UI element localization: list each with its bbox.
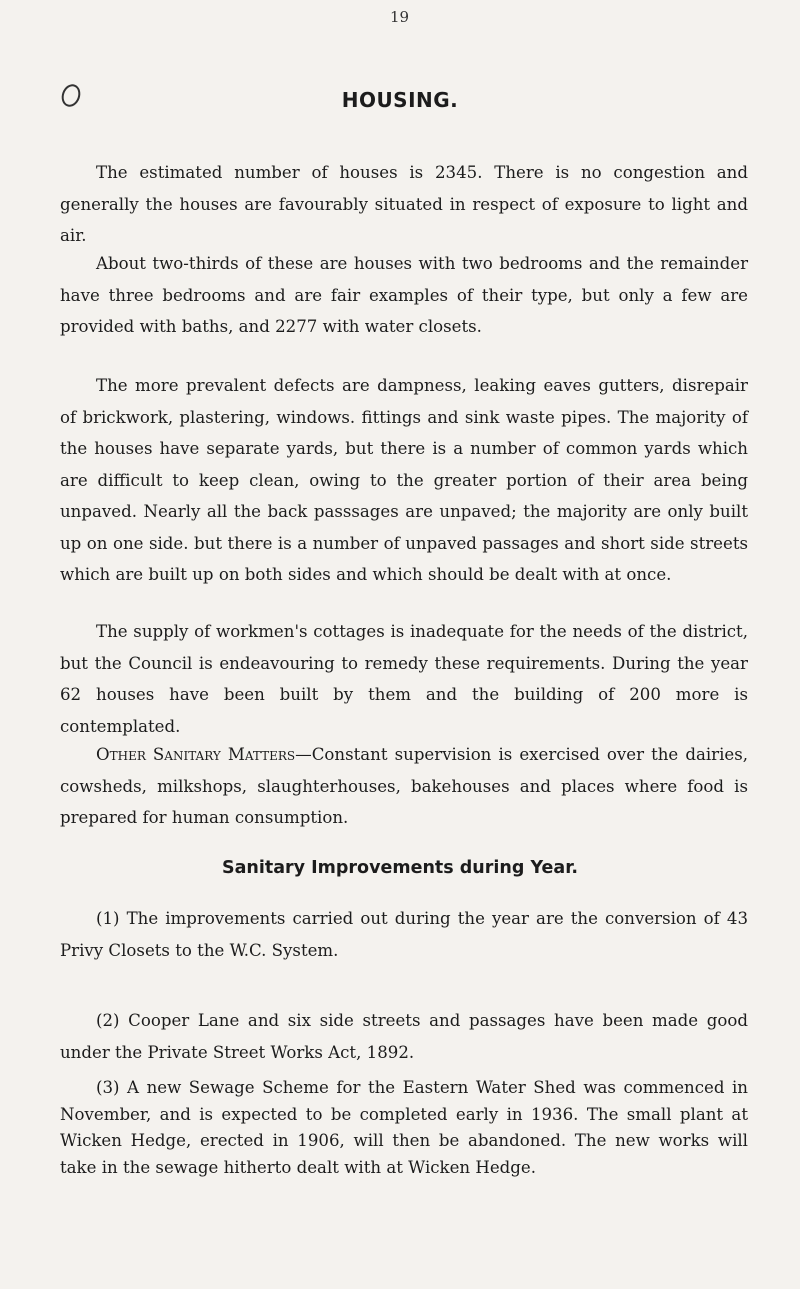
paragraph-bedrooms: About two-thirds of these are houses with two bedrooms and the remainder have three bedrooms and are fair examples of their type, but only a few are provided with baths, and 2277 with water closets. bbox=[60, 254, 748, 336]
paragraph-defects: The more prevalent defects are dampness, leaking eaves gutters, disrepair of brickwork, plastering, windows. fittings and sink waste pipes. The majority of the houses have separate yards, but there is a number of common yards which are difficult to keep clean, owing to the greater portion of their area being unpaved. Nearly all the back passsages are unpaved; the majority are only built up on one side. but there is a number of unpaved passages and short side streets which are built up on both sides and which should be dealt with at once. bbox=[60, 376, 748, 584]
section-label: Other Sanitary Matters bbox=[96, 745, 296, 764]
section-text: —Constant supervision is exercised over the dairies, cowsheds, milkshops, slaughterhouses, bakehouses and places where food is prepared for human consumption. bbox=[60, 745, 748, 827]
page-number: 19 bbox=[390, 8, 410, 26]
paragraph-other-sanitary-matters bbox=[60, 739, 748, 834]
page-title: HOUSING. bbox=[341, 88, 459, 112]
paragraph-workmens-cottages: The supply of workmen's cottages is inadequate for the needs of the district, but the Council is endeavouring to remedy these requirements. During the year 62 houses have been built by them and the building of 200 more is contemplated. bbox=[60, 622, 748, 736]
section-heading: Sanitary Improvements during Year. bbox=[221, 858, 579, 878]
improvement-item-1: (1) The improvements carried out during the year are the conversion of 43 Privy Closets to the W.C. System. bbox=[60, 909, 748, 960]
improvement-item-3: (3) A new Sewage Scheme for the Eastern Water Shed was commenced in November, and is expected to be completed early in 1936. The small plant at Wicken Hedge, erected in 1906, will then be abandoned. The new works will take in the sewage hitherto dealt with at Wicken Hedge. bbox=[60, 1078, 748, 1177]
paragraph-houses-count: The estimated number of houses is 2345. There is no congestion and generally the houses are favourably situated in respect of exposure to light and air. bbox=[60, 163, 748, 245]
improvement-item-2: (2) Cooper Lane and six side streets and passages have been made good under the Private Street Works Act, 1892. bbox=[60, 1011, 748, 1062]
